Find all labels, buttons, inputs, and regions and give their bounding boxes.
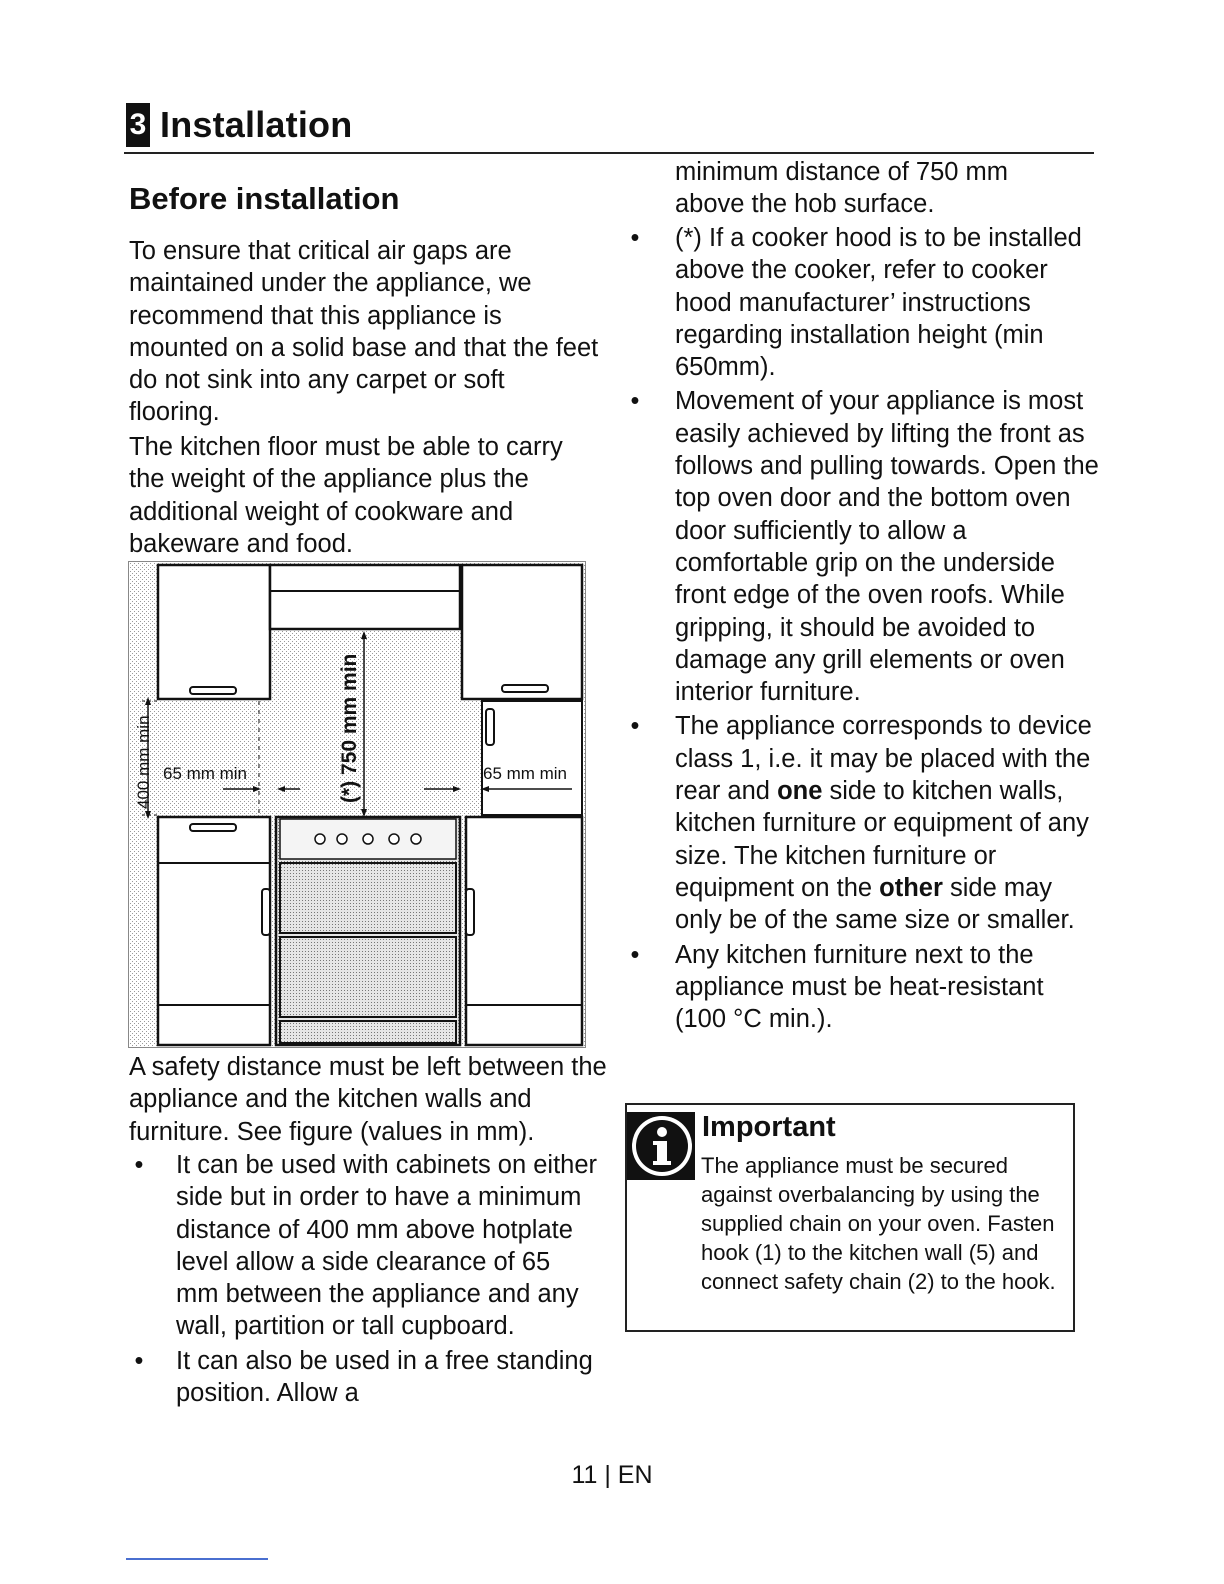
bullet-icon: • xyxy=(134,1346,144,1375)
lower-left-cabinet xyxy=(158,817,270,1045)
page-number: 11 | EN xyxy=(571,1461,653,1489)
paragraph-safety: A safety distance must be left between the appliance and the kitchen walls and furniture. See figure (values in mm). xyxy=(129,1053,607,1146)
bullet-icon: • xyxy=(630,940,640,969)
list-item: • It can be used with cabinets on either side but in order to have a minimum distance of 400 mm above hotplate level allow a side clearance of 65 mm between the appliance and any wall, partition or tall cupboard. xyxy=(129,1149,599,1343)
bullet-icon: • xyxy=(630,712,640,741)
paragraph-continuation: minimum distance of 750 mm above the hob surface. xyxy=(675,158,1009,219)
bullet-icon: • xyxy=(630,224,640,252)
paragraph-floor: The kitchen floor must be able to carry the weight of the appliance plus the additional weight of cookware and bakeware and food. xyxy=(129,433,563,558)
header-divider xyxy=(124,152,1094,154)
label-750: (*) 750 mm min xyxy=(338,653,361,803)
list-item: • (*) If a cooker hood is to be installed above the cooker, refer to cooker hood manufacturer’ instructions regarding installation height (min 650mm). xyxy=(675,222,1100,383)
right-bullet-list xyxy=(630,222,1100,1037)
left-bullet-list xyxy=(129,1149,599,1411)
label-65-left: 65 mm min xyxy=(163,764,247,783)
important-text: The appliance must be secured against overbalancing by using the supplied chain on your oven. Fasten hook (1) to the kitchen wall (5) and connect safety chain (2) to the hook. xyxy=(701,1153,1056,1294)
paragraph-base: To ensure that critical air gaps are maintained under the appliance, we recommend that this appliance is mounted on a solid base and that the feet do not sink into any carpet or soft flooring. xyxy=(129,237,599,427)
important-title: Important xyxy=(702,1111,836,1143)
info-icon xyxy=(627,1112,695,1180)
list-item: • It can also be used in a free standing position. Allow a xyxy=(129,1345,599,1410)
lower-right-cabinet xyxy=(466,817,582,1045)
list-item: • Movement of your appliance is most easily achieved by lifting the front as follows and pulling towards. Open the top oven door and the bottom oven door sufficiently to allow a comfortable grip on the underside front edge of the oven roofs. While gripping, it should be avoided to damage any grill elements or oven interior furniture. xyxy=(675,385,1100,708)
section-number: 3 xyxy=(126,103,150,147)
upper-left-cabinet xyxy=(158,565,270,699)
bullet-icon: • xyxy=(630,387,640,416)
subsection-title: Before installation xyxy=(129,181,400,216)
section-header xyxy=(126,100,352,150)
list-item: • Any kitchen furniture next to the appliance must be heat-resistant (100 °C min.). xyxy=(675,939,1100,1036)
label-400: 400 mm min xyxy=(134,715,153,809)
bullet-icon: • xyxy=(134,1151,144,1179)
list-item: • The appliance corresponds to device class 1, i.e. it may be placed with the rear and one side to kitchen walls, kitchen furniture or equipment of any size. The kitchen furniture or equipment on the other side may only be of the same size or smaller. xyxy=(675,710,1100,936)
clearance-figure xyxy=(128,561,586,1048)
footer-divider xyxy=(126,1558,268,1560)
hood xyxy=(270,565,460,629)
tall-right-cupboard xyxy=(482,701,582,815)
label-65-right: 65 mm min xyxy=(483,764,567,783)
upper-right-cabinet xyxy=(462,565,582,699)
section-title: Installation xyxy=(160,104,353,145)
